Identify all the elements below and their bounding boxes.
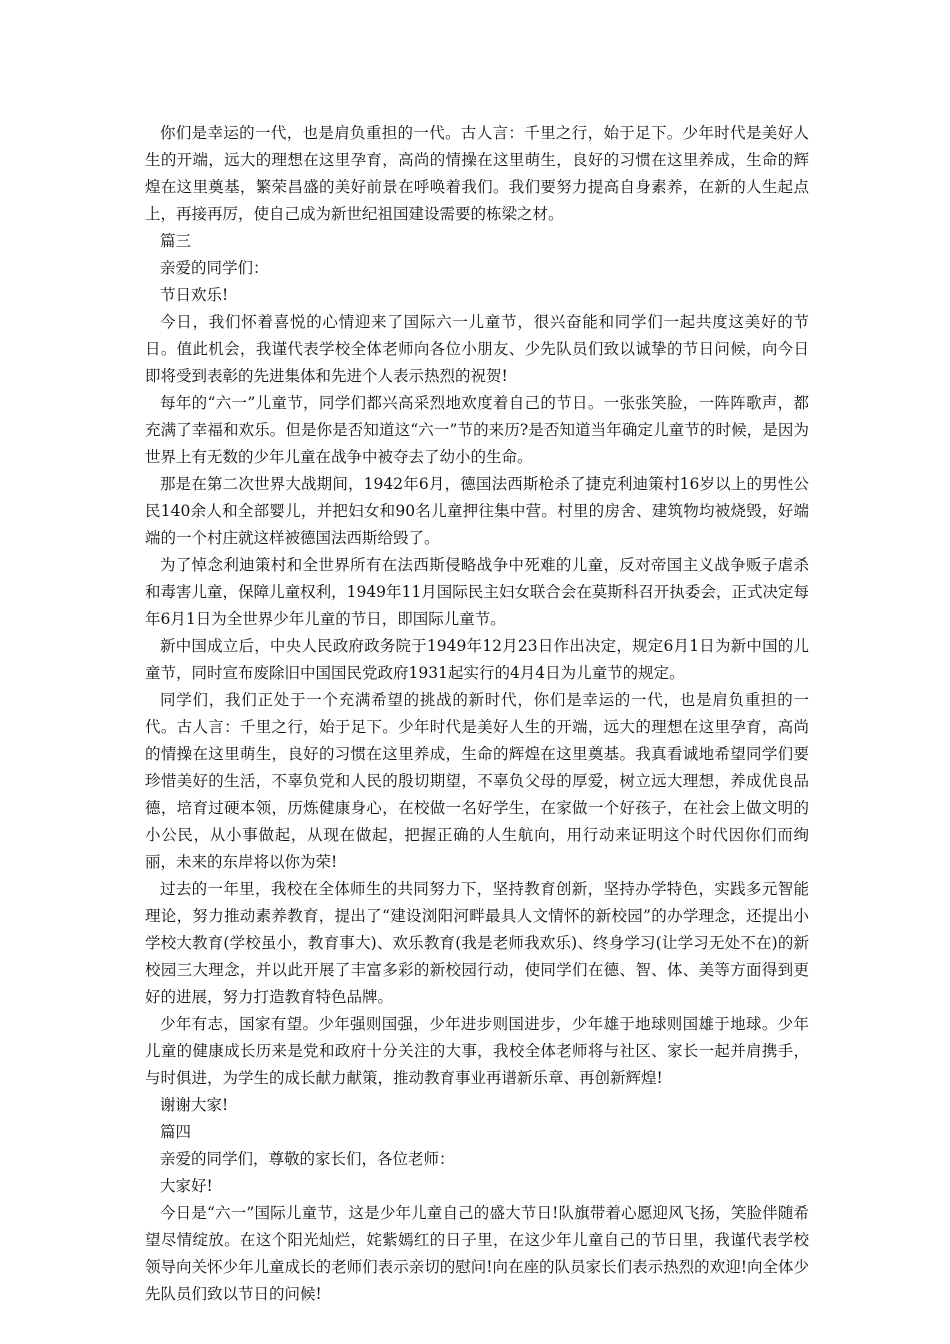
greeting: 大家好! [160, 1177, 213, 1195]
document-body [145, 120, 809, 1308]
paragraph: 今日，我们怀着喜悦的心情迎来了国际六一儿童节，很兴奋能和同学们一起共度这美好的节日。值此机会，我谨代表学校全体老师向各位小朋友、少先队员们致以诚挚的节日问候，向今日即将受到表彰的先进集体和先进个人表示热烈的祝贺! [145, 313, 809, 385]
paragraph: 同学们，我们正处于一个充满希望的挑战的新时代，你们是幸运的一代，也是肩负重担的一代。古人言：千里之行，始于足下。少年时代是美好人生的开端，远大的理想在这里孕育，高尚的情操在这里萌生，良好的习惯在这里养成，生命的辉煌在这里奠基。我真看诚地希望同学们要珍惜美好的生活，不辜负党和人民的殷切期望，不辜负父母的厚爱，树立远大理想，养成优良品德，培育过硬本领，历炼健康身心，在校做一名好学生，在家做一个好孩子，在社会上做文明的小公民，从小事做起，从现在做起，把握正确的人生航向，用行动来证明这个时代因你们而绚丽，未来的东岸将以你为荣! [145, 691, 809, 871]
paragraph: 今日是“六一”国际儿童节，这是少年儿童自己的盛大节日!队旗带着心愿迎风飞扬，笑脸伴随希望尽情绽放。在这个阳光灿烂，姹紫嫣红的日子里，在这少年儿童自己的节日里，我谨代表学校领导向关怀少年儿童成长的老师们表示亲切的慰问!向在座的队员家长们表示热烈的欢迎!向全体少先队员们致以节日的问候! [145, 1204, 809, 1303]
section-heading-part-three: 篇三 [160, 232, 192, 250]
paragraph-intro: 你们是幸运的一代，也是肩负重担的一代。古人言：千里之行，始于足下。少年时代是美好人生的开端，远大的理想在这里孕育，高尚的情操在这里萌生，良好的习惯在这里养成，生命的辉煌在这里奠基，繁荣昌盛的美好前景在呼唤着我们。我们要努力提高自身素养，在新的人生起点上，再接再厉，使自己成为新世纪祖国建设需要的栋梁之材。 [145, 124, 809, 223]
section-heading-part-four: 篇四 [160, 1123, 192, 1141]
salutation: 亲爱的同学们，尊敬的家长们，各位老师： [160, 1150, 455, 1168]
salutation: 亲爱的同学们： [160, 259, 269, 277]
paragraph: 为了悼念利迪策村和全世界所有在法西斯侵略战争中死难的儿童，反对帝国主义战争贩子虐杀和毒害儿童，保障儿童权利，1949年11月国际民主妇女联合会在莫斯科召开执委会，正式决定每年6月1日为全世界少年儿童的节日，即国际儿童节。 [145, 556, 809, 628]
paragraph: 每年的“六一”儿童节，同学们都兴高采烈地欢度着自己的节日。一张张笑脸，一阵阵歌声，都充满了幸福和欢乐。但是你是否知道这“六一”节的来历?是否知道当年确定儿童节的时候，是因为世界上有无数的少年儿童在战争中被夺去了幼小的生命。 [145, 394, 809, 466]
paragraph: 过去的一年里，我校在全体师生的共同努力下，坚持教育创新，坚持办学特色，实践多元智能理论，努力推动素养教育，提出了“建设浏阳河畔最具人文情怀的新校园”的办学理念，还提出小学校大教育(学校虽小，教育事大)、欢乐教育(我是老师我欢乐)、终身学习(让学习无处不在)的新校园三大理念，并以此开展了丰富多彩的新校园行动，使同学们在德、智、体、美等方面得到更好的进展，努力打造教育特色品牌。 [145, 880, 809, 1006]
paragraph: 那是在第二次世界大战期间，1942年6月，德国法西斯枪杀了捷克利迪策村16岁以上的男性公民140余人和全部婴儿，并把妇女和90名儿童押往集中营。村里的房舍、建筑物均被烧毁，好端端的一个村庄就这样被德国法西斯给毁了。 [145, 475, 809, 547]
greeting: 节日欢乐! [160, 286, 229, 304]
paragraph: 少年有志，国家有望。少年强则国强，少年进步则国进步，少年雄于地球则国雄于地球。少年儿童的健康成长历来是党和政府十分关注的大事，我校全体老师将与社区、家长一起并肩携手，与时俱进，为学生的成长献力献策，推动教育事业再谱新乐章、再创新辉煌! [145, 1015, 809, 1087]
closing-thanks: 谢谢大家! [160, 1096, 229, 1114]
paragraph: 新中国成立后，中央人民政府政务院于1949年12月23日作出决定，规定6月1日为新中国的儿童节，同时宣布废除旧中国国民党政府1931起实行的4月4日为儿童节的规定。 [145, 637, 809, 682]
